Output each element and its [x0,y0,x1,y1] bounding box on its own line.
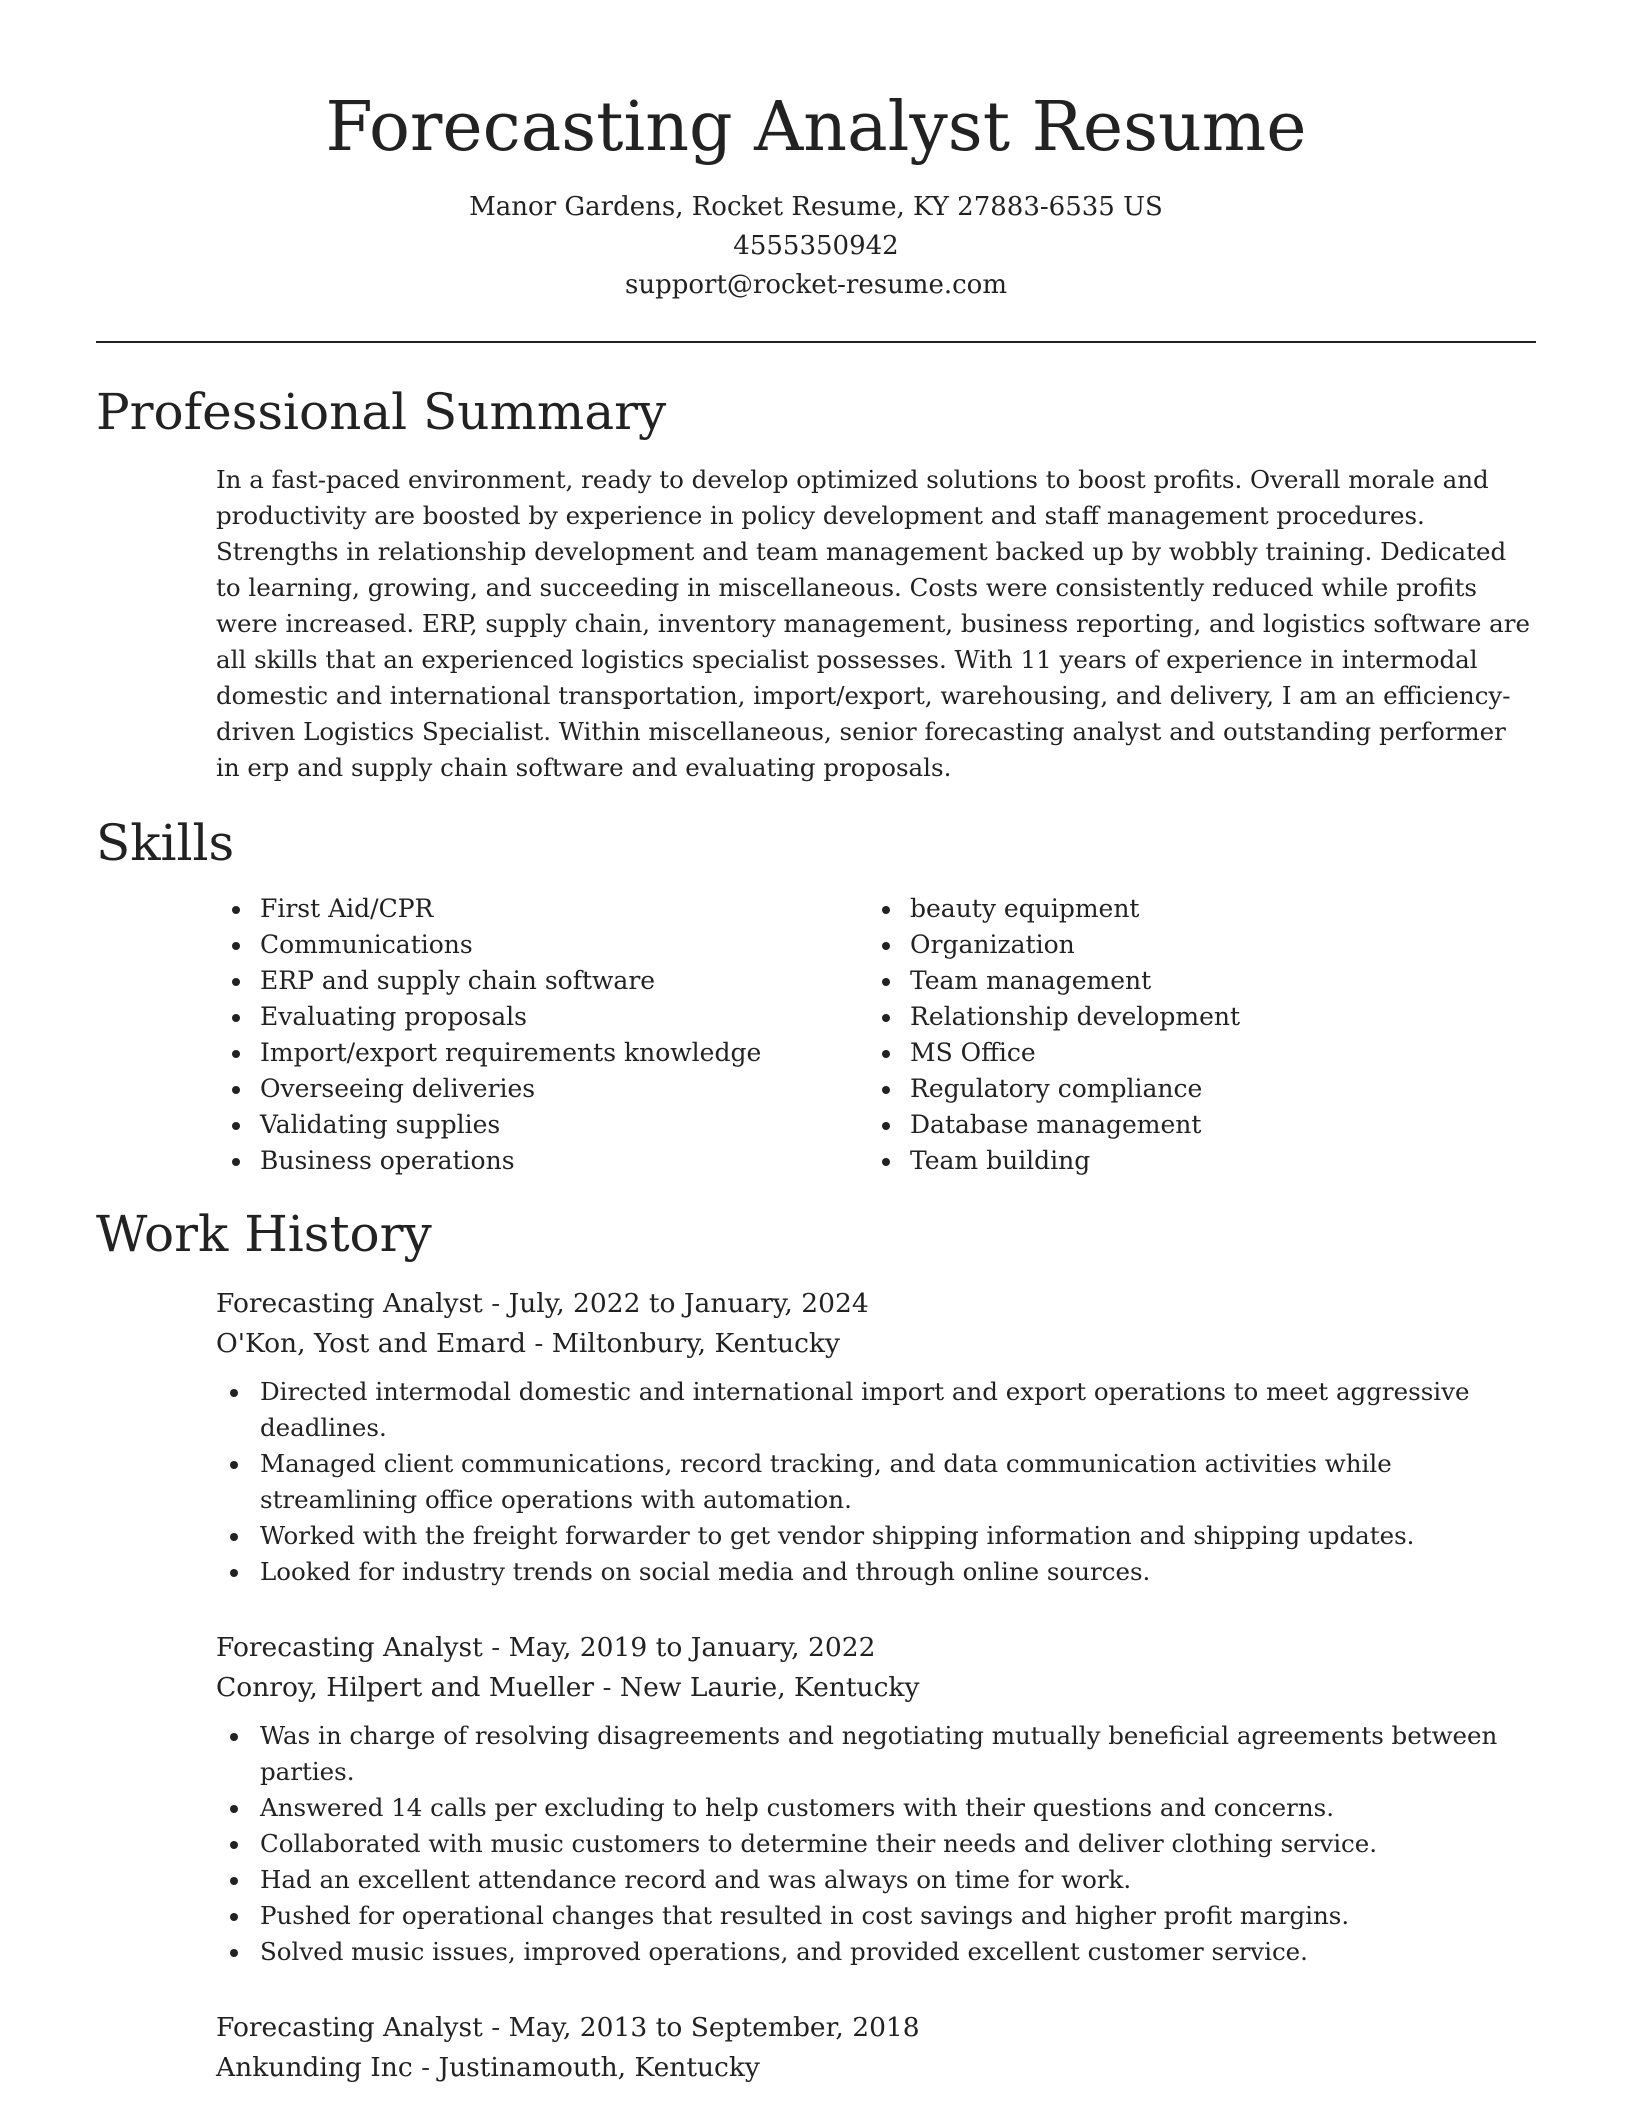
job-dates: May, 2013 to September, 2018 [508,2012,920,2043]
skill-item: Validating supplies [232,1107,761,1143]
job-bullet: Solved music issues, improved operations, and provided excellent customer service. [216,1934,1536,1970]
job-bullet: Had an excellent attendance record and was always on time for work. [216,1862,1536,1898]
header-divider [96,341,1536,343]
skill-item: Overseeing deliveries [232,1071,761,1107]
summary-text: In a fast-paced environment, ready to develop optimized solutions to boost profits. Overall morale and productivity are boosted by experience in policy development and staff management procedures. Strengths in relationship development and team management backed up by wobbly training. Dedicated to learning, growing, and succeeding in miscellaneous. Costs were consistently reduced while profits were increased. ERP, supply chain, inventory management, business reporting, and logistics software are all skills that an experienced logistics specialist possesses. With 11 years of experience in intermodal domestic and international transportation, import/export, warehousing, and delivery, I am an efficiency-driven Logistics Specialist. Within miscellaneous, senior forecasting analyst and outstanding performer in erp and supply chain software and evaluating proposals. [216,465,1530,782]
job-company-line [216,2048,1536,2088]
skill-item: First Aid/CPR [232,891,761,927]
job-entry [216,2008,1536,2088]
job-company-line [216,1324,1536,1364]
job-role: Forecasting Analyst [216,1632,483,1663]
separator: - [482,1288,509,1319]
skill-item: Import/export requirements knowledge [232,1035,761,1071]
job-bullet: Directed intermodal domestic and international import and export operations to meet aggressive deadlines. [216,1374,1536,1446]
job-entry [216,1628,1536,1970]
skill-item: Communications [232,927,761,963]
skill-item: Organization [882,927,1240,963]
separator: - [482,1632,509,1663]
separator: - [482,2012,509,2043]
skills-column-left [232,891,761,1179]
job-title-line [216,2008,1536,2048]
job-bullet: Pushed for operational changes that resulted in cost savings and higher profit margins. [216,1898,1536,1934]
job-company: O'Kon, Yost and Emard [216,1328,526,1359]
address: Manor Gardens, Rocket Resume, KY 27883-6535 US [469,192,1163,222]
skills-heading: Skills [96,814,235,872]
job-location: Miltonbury, Kentucky [551,1328,840,1359]
skill-item: Relationship development [882,999,1240,1035]
skill-item: MS Office [882,1035,1240,1071]
resume-title: Forecasting Analyst Resume [325,88,1307,167]
job-bullet: Managed client communications, record tracking, and data communication activities while streamlining office operations with automation. [216,1446,1536,1518]
job-company: Conroy, Hilpert and Mueller [216,1672,595,1703]
job-title-line [216,1628,1536,1668]
job-bullets [216,1374,1536,1590]
separator: - [594,1672,620,1703]
job-bullet: Answered 14 calls per excluding to help customers with their questions and concerns. [216,1790,1536,1826]
skill-item: Evaluating proposals [232,999,761,1035]
skill-item: Business operations [232,1143,761,1179]
summary-heading: Professional Summary [96,383,667,441]
contact-info [0,188,1632,305]
separator: - [412,2052,439,2083]
job-location: New Laurie, Kentucky [619,1672,920,1703]
separator: - [525,1328,552,1359]
job-role: Forecasting Analyst [216,1288,483,1319]
job-company: Ankunding Inc [216,2052,413,2083]
phone-number: 4555350942 [733,231,899,261]
skills-column-right [882,891,1240,1179]
job-location: Justinamouth, Kentucky [438,2052,760,2083]
job-role: Forecasting Analyst [216,2012,483,2043]
job-bullet: Looked for industry trends on social media and through online sources. [216,1554,1536,1590]
job-bullets [216,1718,1536,1970]
job-dates: July, 2022 to January, 2024 [508,1288,869,1319]
job-company-line [216,1668,1536,1708]
job-title-line [216,1284,1536,1324]
job-bullet: Was in charge of resolving disagreements and negotiating mutually beneficial agreements between parties. [216,1718,1536,1790]
skill-item: Team building [882,1143,1240,1179]
job-entry [216,1284,1536,1590]
skill-item: beauty equipment [882,891,1240,927]
work-history-heading: Work History [96,1205,432,1263]
skill-item: ERP and supply chain software [232,963,761,999]
email-address: support@rocket-resume.com [624,270,1007,300]
skill-item: Regulatory compliance [882,1071,1240,1107]
job-bullet: Collaborated with music customers to determine their needs and deliver clothing service. [216,1826,1536,1862]
skill-item: Database management [882,1107,1240,1143]
resume-header [0,82,1632,305]
job-dates: May, 2019 to January, 2022 [508,1632,876,1663]
skill-item: Team management [882,963,1240,999]
job-bullet: Worked with the freight forwarder to get vendor shipping information and shipping updates. [216,1518,1536,1554]
